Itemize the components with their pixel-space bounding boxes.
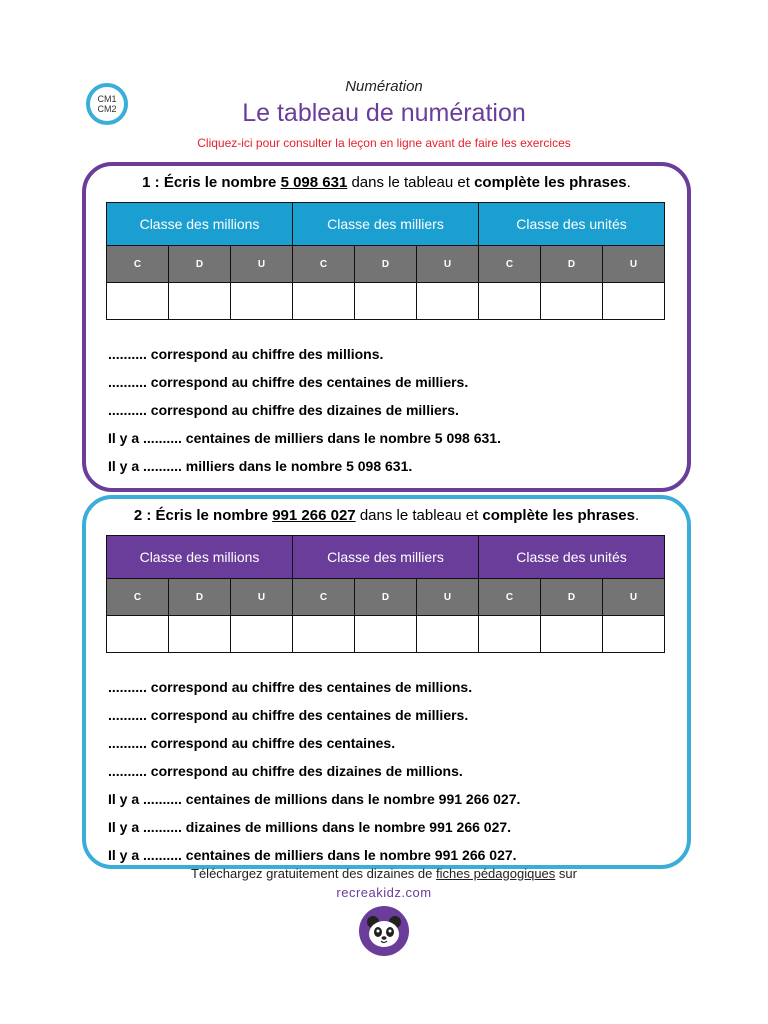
page-title: Le tableau de numération (242, 99, 526, 127)
col-header: D (169, 246, 231, 283)
digit-cell[interactable] (603, 616, 665, 653)
digit-cell[interactable] (231, 283, 293, 320)
class-milliers-header: Classe des milliers (293, 203, 479, 246)
exercise-1-number: 1 : (142, 174, 160, 191)
exercise-1-target-number: 5 098 631 (280, 174, 348, 191)
col-header: U (231, 246, 293, 283)
sentence: .......... correspond au chiffre des centaines de milliers. (108, 707, 469, 723)
exercise-1-sentences (108, 340, 677, 480)
exercise-1 (82, 162, 691, 492)
digit-cell[interactable] (293, 616, 355, 653)
sentence: .......... correspond au chiffre des dizaines de milliers. (108, 402, 459, 418)
sentence: .......... correspond au chiffre des dizaines de millions. (108, 763, 463, 779)
exercise-2-period: . (635, 507, 640, 524)
sentence: Il y a .......... centaines de milliers dans le nombre 991 266 027. (108, 847, 517, 863)
exercise-2-number: 2 : (133, 507, 152, 524)
col-header: C (479, 579, 541, 616)
col-header: C (107, 246, 169, 283)
exercise-1-period: . (626, 174, 631, 191)
footer-text-before: Téléchargez gratuitement des dizaines de (191, 866, 433, 881)
level-badge-cm2: CM2 (97, 104, 117, 114)
col-header: C (293, 579, 355, 616)
col-header: U (417, 246, 479, 283)
numeration-table-2 (106, 535, 665, 653)
sentence: .......... correspond au chiffre des centaines de millions. (108, 679, 473, 695)
digit-cell[interactable] (479, 616, 541, 653)
col-header: D (355, 246, 417, 283)
col-header: D (355, 579, 417, 616)
sentence: Il y a .......... centaines de milliers dans le nombre 5 098 631. (108, 430, 501, 446)
digit-cell[interactable] (603, 283, 665, 320)
digit-cell[interactable] (417, 283, 479, 320)
footer-text-after: sur (558, 866, 577, 881)
footer-text (0, 866, 768, 881)
sentence: Il y a .......... milliers dans le nombre 5 098 631. (108, 458, 413, 474)
digit-cell[interactable] (479, 283, 541, 320)
sentence: Il y a .......... centaines de millions dans le nombre 991 266 027. (108, 791, 521, 807)
sentence: Il y a .......... dizaines de millions dans le nombre 991 266 027. (108, 819, 512, 835)
digit-cell[interactable] (107, 283, 169, 320)
col-header: U (417, 579, 479, 616)
digit-cell[interactable] (169, 616, 231, 653)
class-millions-header: Classe des millions (107, 536, 293, 579)
numeration-table-1 (106, 202, 665, 320)
sentence: .......... correspond au chiffre des millions. (108, 346, 384, 362)
digit-cell[interactable] (541, 616, 603, 653)
col-header: C (479, 246, 541, 283)
digit-cell[interactable] (541, 283, 603, 320)
footer-link[interactable]: fiches pédagogiques (436, 866, 556, 881)
subject-label: Numération (345, 78, 423, 95)
sentence: .......... correspond au chiffre des centaines de milliers. (108, 374, 469, 390)
col-header: D (541, 246, 603, 283)
exercise-2-target-number: 991 266 027 (272, 507, 356, 524)
panda-icon (359, 906, 409, 956)
exercise-1-verb: Écris le nombre (163, 174, 277, 191)
class-millions-header: Classe des millions (107, 203, 293, 246)
col-header: U (603, 579, 665, 616)
digit-cell[interactable] (355, 616, 417, 653)
digit-cell[interactable] (417, 616, 479, 653)
col-header: D (541, 579, 603, 616)
digit-cell[interactable] (231, 616, 293, 653)
col-header: C (293, 246, 355, 283)
col-header: D (169, 579, 231, 616)
exercise-1-prompt (86, 174, 687, 191)
panda-icon-graphic (359, 906, 409, 956)
level-badge-cm1: CM1 (97, 94, 117, 104)
exercise-1-middle: dans le tableau et (351, 174, 470, 191)
col-header: U (231, 579, 293, 616)
exercise-2-middle: dans le tableau et (359, 507, 479, 524)
col-header: U (603, 246, 665, 283)
col-header: C (107, 579, 169, 616)
exercise-2-end: complète les phrases (482, 507, 635, 524)
digit-cell[interactable] (293, 283, 355, 320)
exercise-2-verb: Écris le nombre (155, 507, 269, 524)
exercise-2 (82, 495, 691, 869)
site-link[interactable]: recreakidz.com (336, 885, 432, 900)
digit-cell[interactable] (169, 283, 231, 320)
sentence: .......... correspond au chiffre des centaines. (108, 735, 396, 751)
lesson-link[interactable]: Cliquez-ici pour consulter la leçon en ligne avant de faire les exercices (197, 136, 571, 150)
exercise-1-end: complète les phrases (474, 174, 627, 191)
class-milliers-header: Classe des milliers (293, 536, 479, 579)
class-unites-header: Classe des unités (479, 203, 665, 246)
class-unites-header: Classe des unités (479, 536, 665, 579)
digit-cell[interactable] (107, 616, 169, 653)
exercise-2-prompt (86, 507, 687, 524)
digit-cell[interactable] (355, 283, 417, 320)
exercise-2-sentences (108, 673, 677, 869)
